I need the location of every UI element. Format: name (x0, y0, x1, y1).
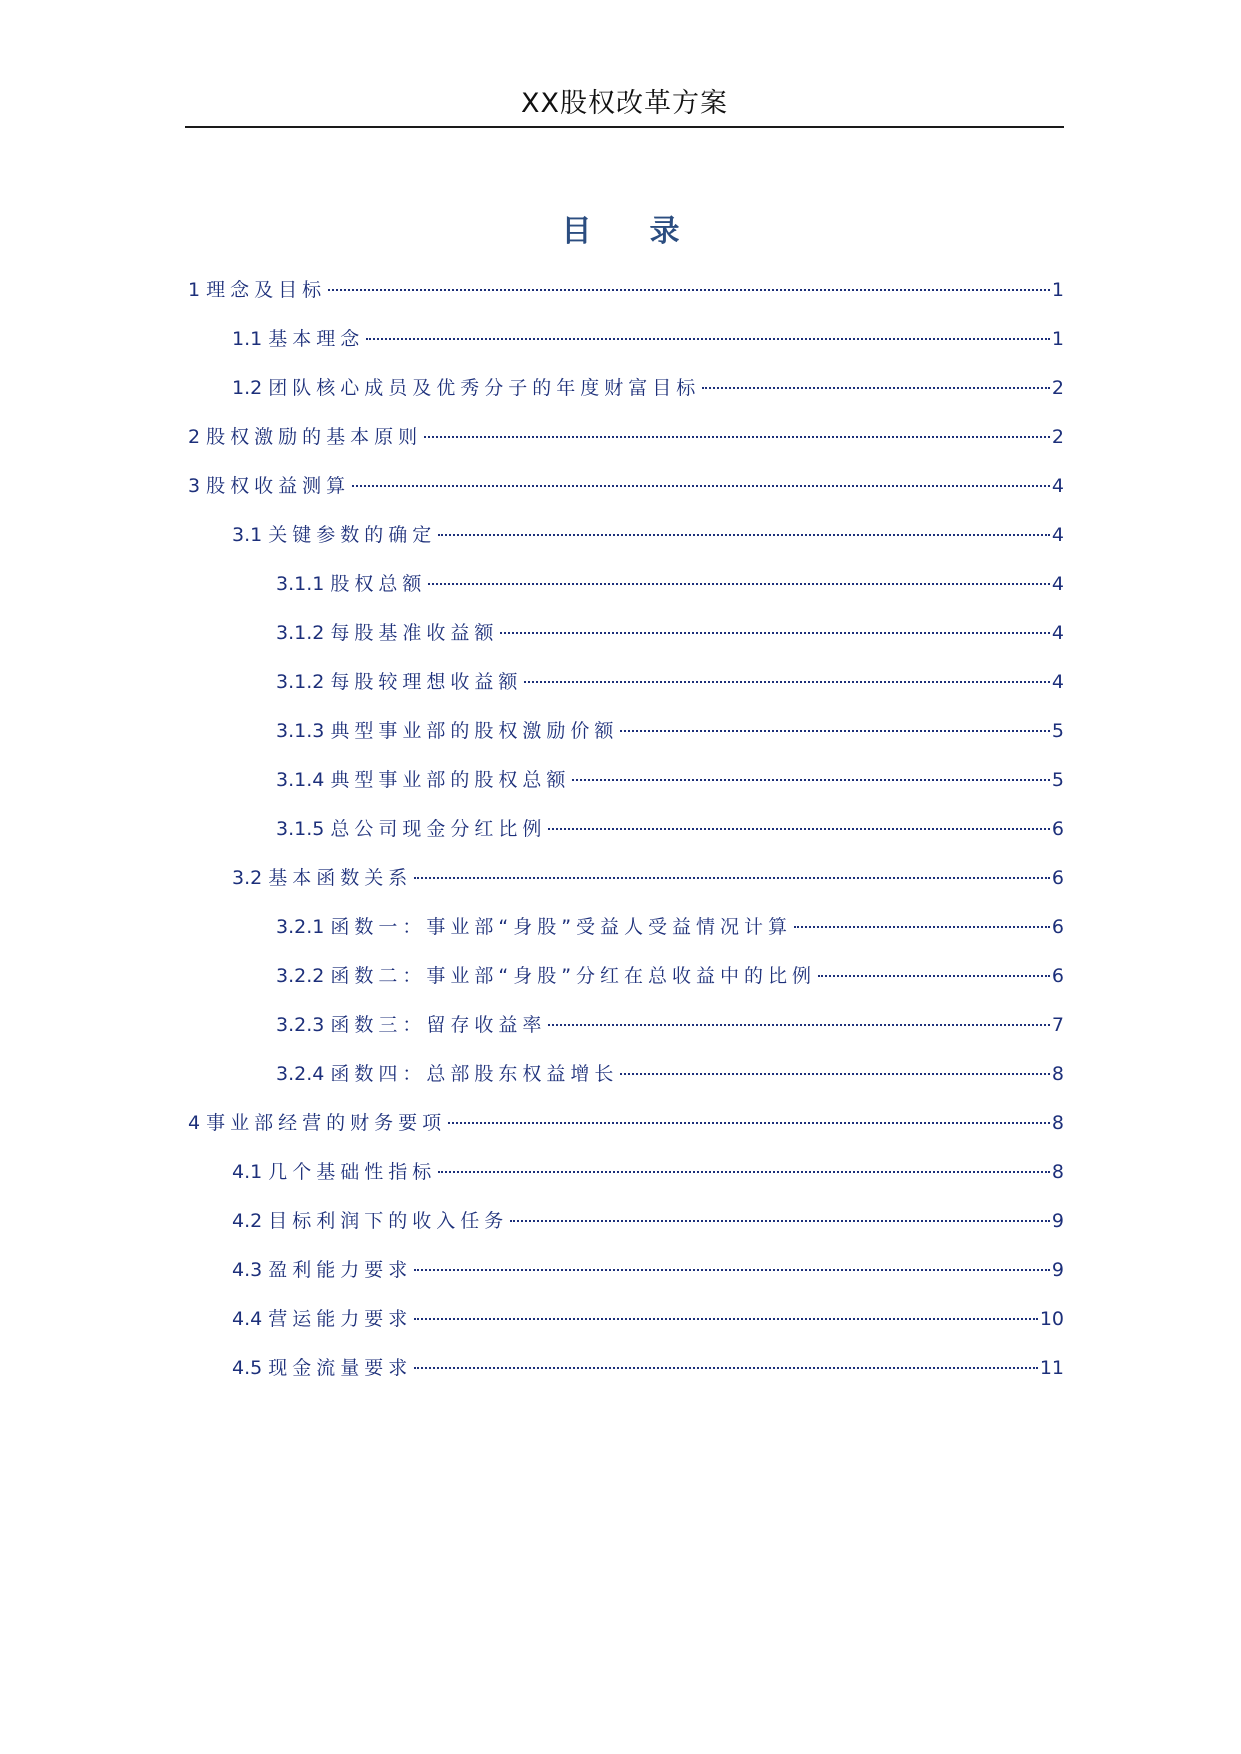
toc-entry-page: 4 (1051, 671, 1064, 693)
toc-entry-page: 8 (1051, 1161, 1064, 1183)
toc-entry-number: 4.2 (232, 1210, 263, 1232)
toc-dot-leader (548, 828, 1050, 830)
toc-entry-label: 总公司现金分红比例 (330, 818, 547, 840)
toc-dot-leader (448, 1122, 1050, 1124)
toc-entry-page: 6 (1051, 916, 1064, 938)
toc-entry-page: 6 (1051, 965, 1064, 987)
toc-entry-number: 3 (188, 475, 201, 497)
toc-entry-page: 10 (1039, 1308, 1064, 1330)
toc-entry[interactable] (188, 1154, 1064, 1203)
toc-entry-page: 7 (1051, 1014, 1064, 1036)
toc-entry-label: 每股基准收益额 (330, 622, 499, 644)
toc-dot-leader (438, 534, 1050, 536)
toc-entry[interactable] (188, 419, 1064, 468)
toc-entry-label: 盈利能力要求 (268, 1259, 413, 1281)
toc-entry-page: 4 (1051, 573, 1064, 595)
toc-entry[interactable] (188, 1350, 1064, 1399)
toc-entry-number: 3.2 (232, 867, 263, 889)
toc-dot-leader (794, 926, 1050, 928)
toc-dot-leader (702, 387, 1050, 389)
toc-entry-number: 4 (188, 1112, 201, 1134)
toc-entry-number: 3.1.2 (276, 671, 325, 693)
toc-entry-page: 6 (1051, 818, 1064, 840)
toc-entry-number: 4.5 (232, 1357, 263, 1379)
toc-entry[interactable] (188, 664, 1064, 713)
toc-dot-leader (424, 436, 1050, 438)
toc-dot-leader (620, 730, 1050, 732)
toc-entry-label: 股权激励的基本原则 (206, 426, 423, 448)
table-of-contents (188, 272, 1064, 1399)
toc-entry-label: 基本理念 (268, 328, 365, 350)
toc-entry-label: 关键参数的确定 (268, 524, 437, 546)
toc-entry-label: 股权总额 (330, 573, 427, 595)
toc-entry-number: 3.2.4 (276, 1063, 325, 1085)
toc-entry-label: 目标利润下的收入任务 (268, 1210, 509, 1232)
toc-entry-label: 股权收益测算 (206, 475, 351, 497)
toc-entry-number: 4.1 (232, 1161, 263, 1183)
toc-entry[interactable] (188, 468, 1064, 517)
toc-entry[interactable] (188, 1105, 1064, 1154)
toc-entry[interactable] (188, 272, 1064, 321)
toc-entry-label: 事业部经营的财务要项 (206, 1112, 447, 1134)
toc-dot-leader (414, 877, 1050, 879)
toc-entry[interactable] (188, 1301, 1064, 1350)
toc-entry[interactable] (188, 1252, 1064, 1301)
toc-entry[interactable] (188, 517, 1064, 566)
toc-entry[interactable] (188, 1056, 1064, 1105)
toc-entry-page: 4 (1051, 622, 1064, 644)
toc-dot-leader (438, 1171, 1050, 1173)
toc-entry[interactable] (188, 958, 1064, 1007)
toc-dot-leader (500, 632, 1050, 634)
toc-entry-number: 1.1 (232, 328, 263, 350)
toc-entry-label: 基本函数关系 (268, 867, 413, 889)
toc-entry-label: 函数二：事业部“身股”分红在总收益中的比例 (330, 965, 817, 987)
toc-dot-leader (572, 779, 1050, 781)
toc-entry[interactable] (188, 1203, 1064, 1252)
toc-entry-label: 现金流量要求 (268, 1357, 413, 1379)
toc-entry-page: 2 (1051, 426, 1064, 448)
toc-entry[interactable] (188, 370, 1064, 419)
toc-entry-page: 9 (1051, 1259, 1064, 1281)
toc-entry-page: 6 (1051, 867, 1064, 889)
toc-entry-number: 2 (188, 426, 201, 448)
toc-entry-number: 3.1.4 (276, 769, 325, 791)
toc-entry-label: 几个基础性指标 (268, 1161, 437, 1183)
toc-dot-leader (328, 289, 1050, 291)
toc-entry-label: 函数四：总部股东权益增长 (330, 1063, 619, 1085)
toc-entry-label: 典型事业部的股权激励价额 (330, 720, 619, 742)
toc-dot-leader (524, 681, 1050, 683)
toc-entry-page: 2 (1051, 377, 1064, 399)
running-header-title: XX股权改革方案 (521, 88, 728, 119)
toc-entry-label: 营运能力要求 (268, 1308, 413, 1330)
toc-entry[interactable] (188, 811, 1064, 860)
toc-dot-leader (352, 485, 1050, 487)
toc-entry-label: 理念及目标 (206, 279, 327, 301)
toc-entry[interactable] (188, 615, 1064, 664)
toc-entry-label: 典型事业部的股权总额 (330, 769, 571, 791)
toc-entry-number: 3.2.3 (276, 1014, 325, 1036)
toc-dot-leader (548, 1024, 1050, 1026)
toc-entry[interactable] (188, 1007, 1064, 1056)
toc-entry-number: 3.1.1 (276, 573, 325, 595)
toc-entry-number: 3.1 (232, 524, 263, 546)
toc-entry-number: 4.3 (232, 1259, 263, 1281)
toc-entry[interactable] (188, 321, 1064, 370)
toc-entry-number: 4.4 (232, 1308, 263, 1330)
toc-title: 目录 (561, 214, 738, 249)
toc-entry[interactable] (188, 909, 1064, 958)
toc-entry[interactable] (188, 566, 1064, 615)
toc-entry-number: 1 (188, 279, 201, 301)
toc-entry[interactable] (188, 713, 1064, 762)
toc-entry-label: 函数一：事业部“身股”受益人受益情况计算 (330, 916, 793, 938)
toc-dot-leader (414, 1269, 1050, 1271)
toc-dot-leader (620, 1073, 1050, 1075)
toc-dot-leader (510, 1220, 1050, 1222)
toc-dot-leader (414, 1367, 1038, 1369)
toc-entry[interactable] (188, 860, 1064, 909)
toc-entry-number: 3.1.5 (276, 818, 325, 840)
toc-dot-leader (414, 1318, 1038, 1320)
toc-entry-label: 每股较理想收益额 (330, 671, 523, 693)
toc-dot-leader (818, 975, 1050, 977)
toc-entry-page: 5 (1051, 769, 1064, 791)
toc-entry-number: 1.2 (232, 377, 263, 399)
toc-entry-number: 3.2.2 (276, 965, 325, 987)
toc-entry-page: 1 (1051, 328, 1064, 350)
toc-entry-page: 11 (1039, 1357, 1064, 1379)
toc-entry-page: 5 (1051, 720, 1064, 742)
toc-entry[interactable] (188, 762, 1064, 811)
toc-entry-page: 8 (1051, 1112, 1064, 1134)
toc-entry-page: 9 (1051, 1210, 1064, 1232)
toc-entry-page: 8 (1051, 1063, 1064, 1085)
toc-dot-leader (366, 338, 1050, 340)
toc-dot-leader (428, 583, 1050, 585)
toc-entry-label: 函数三：留存收益率 (330, 1014, 547, 1036)
toc-entry-number: 3.1.2 (276, 622, 325, 644)
toc-entry-number: 3.2.1 (276, 916, 325, 938)
toc-entry-page: 1 (1051, 279, 1064, 301)
toc-entry-number: 3.1.3 (276, 720, 325, 742)
header-rule (185, 126, 1064, 128)
toc-entry-page: 4 (1051, 475, 1064, 497)
toc-entry-label: 团队核心成员及优秀分子的年度财富目标 (268, 377, 701, 399)
toc-entry-page: 4 (1051, 524, 1064, 546)
